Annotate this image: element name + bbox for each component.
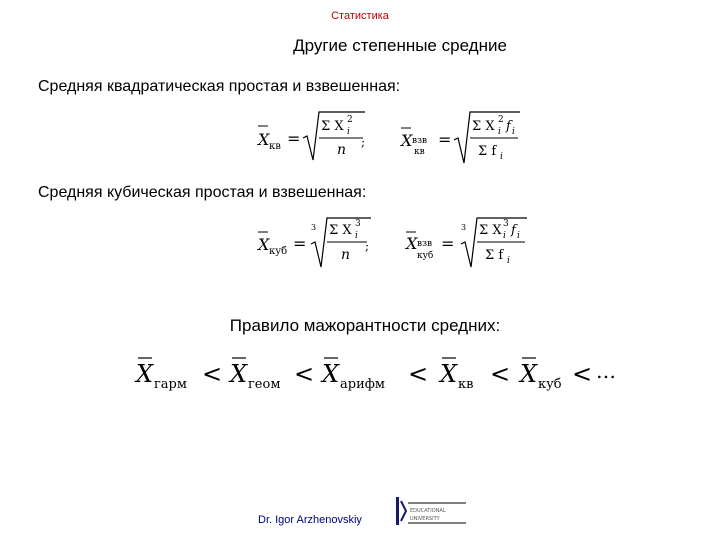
svg-text:i: i [517,231,520,241]
svg-text:;: ; [365,239,370,253]
svg-text:3: 3 [355,219,361,229]
svg-text:i: i [512,127,515,137]
formula-cubic-weighted [403,212,531,274]
chain-lt: < [202,360,223,388]
svg-text:взв: взв [417,239,433,249]
formula-separator: ; [361,135,366,149]
svg-text:X: X [322,360,340,388]
svg-text:X: X [401,131,413,150]
svg-text:<: < [408,360,429,388]
svg-text:i: i [498,127,501,137]
line-quadratic: Средняя квадратическая простая и взвешенная: [38,78,401,95]
svg-text:X: X [258,235,270,254]
svg-text:X: X [520,360,538,388]
svg-text:n: n [341,247,351,263]
svg-text:3: 3 [503,219,509,229]
svg-text:арифм: арифм [340,377,386,392]
majorant-rule-heading: Правило мажорантности средних: [229,316,501,335]
svg-text:куб: куб [417,251,434,261]
svg-text:i: i [355,231,358,241]
svg-text:…: … [596,359,616,383]
svg-text:i: i [503,231,506,241]
formula-quadratic-weighted [398,108,528,170]
svg-text:=: = [441,234,455,253]
svg-text:куб: куб [538,377,562,392]
line-cubic: Средняя кубическая простая и взвешенная: [38,184,367,201]
svg-text:X: X [440,360,458,388]
svg-text:i: i [500,152,503,162]
svg-text:2: 2 [347,115,353,125]
chain-x: X [136,360,154,388]
svg-text:=: = [293,234,307,253]
svg-text:кв: кв [414,147,425,157]
svg-text:i: i [507,256,510,266]
svg-text:Σ X: Σ X [329,223,352,238]
formula-cubic-simple [255,212,385,272]
formula-majorant-chain [128,350,628,400]
svg-text:i: i [347,127,350,137]
svg-text:=: = [438,130,452,149]
svg-text:Σ X: Σ X [479,223,502,238]
chain-sub: гарм [154,377,187,392]
formula-quadratic-simple [255,108,385,168]
footer-author: Dr. Igor Arzhenovskiy [258,514,362,526]
svg-text:f: f [506,119,511,134]
svg-text:геом: геом [248,377,281,392]
slide-title: Другие степенные средние [293,36,507,55]
slide-header: Статистика [331,10,389,22]
svg-text:3: 3 [461,223,467,232]
formula-lhs: X [258,130,270,149]
svg-text:f: f [511,223,516,238]
svg-text:n: n [337,142,347,158]
svg-text:=: = [287,129,301,148]
svg-text:кв: кв [458,377,474,392]
formula-sub: кв [269,141,281,152]
svg-text:EDUCATIONAL: EDUCATIONAL [410,508,446,514]
svg-text:<: < [572,360,593,388]
svg-text:2: 2 [498,115,504,125]
svg-text:<: < [294,360,315,388]
svg-text:куб: куб [269,246,288,257]
svg-text:X: X [230,360,248,388]
svg-text:<: < [490,360,511,388]
svg-text:Σ f: Σ f [478,144,497,159]
university-logo [396,497,466,525]
svg-text:взв: взв [412,136,428,146]
svg-text:UNIVERSITY: UNIVERSITY [410,516,440,522]
svg-text:X: X [406,234,418,253]
cube-root-index: 3 [311,223,317,232]
svg-text:Σ f: Σ f [485,248,504,263]
svg-text:Σ X: Σ X [321,119,344,134]
svg-text:Σ X: Σ X [472,119,495,134]
